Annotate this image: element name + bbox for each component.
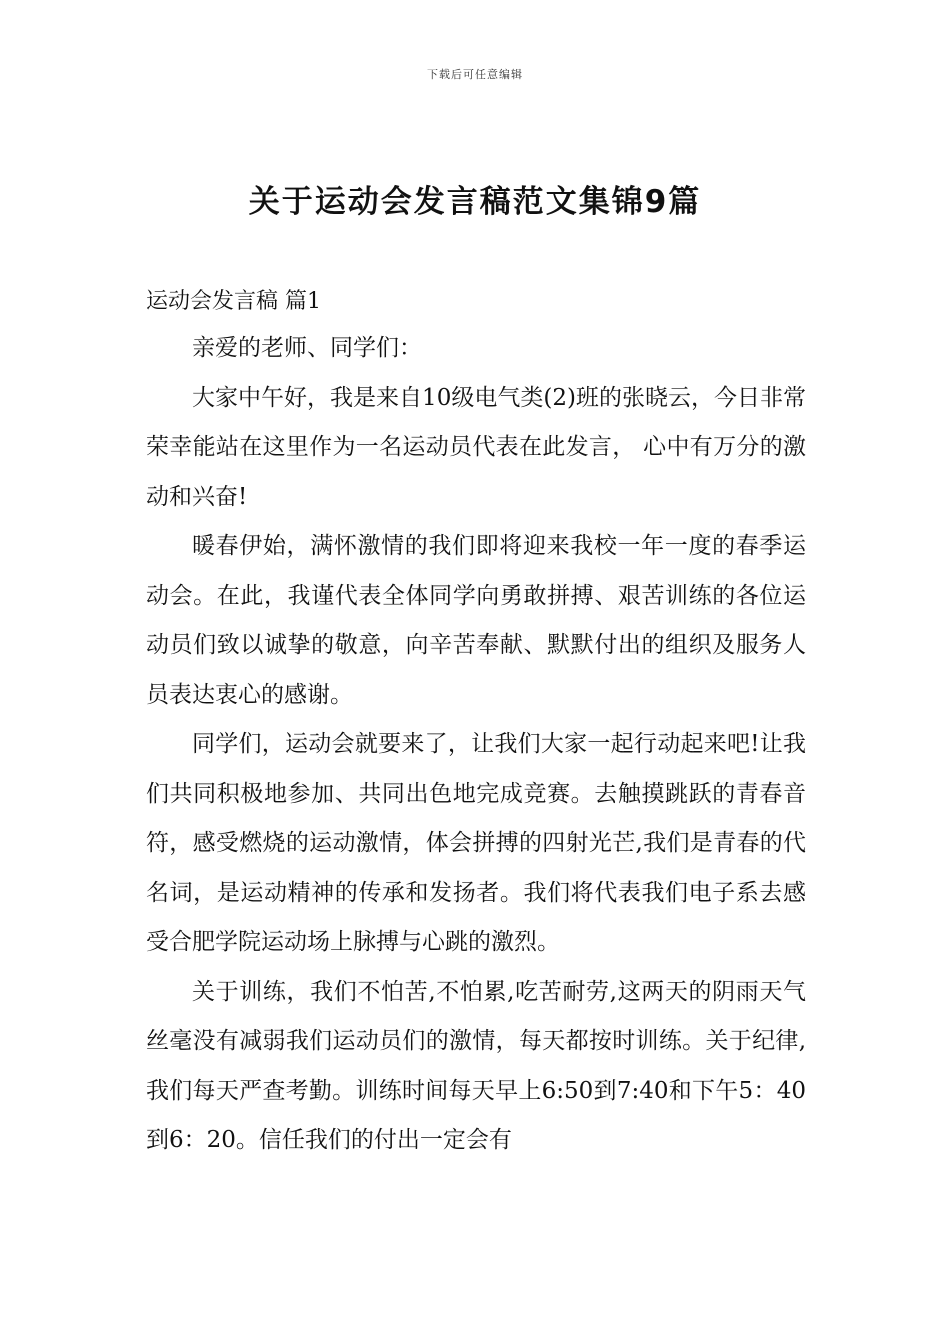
section-heading: 运动会发言稿 篇1	[146, 289, 321, 314]
paragraph: 大家中午好，我是来自10级电气类(2)班的张晓云，今日非常荣幸能站在这里作为一名运动员代表在此发言， 心中有万分的激动和兴奋!	[146, 384, 806, 510]
paragraph: 暖春伊始，满怀激情的我们即将迎来我校一年一度的春季运动会。在此，我谨代表全体同学向勇敢拼搏、艰苦训练的各位运动员们致以诚挚的敬意，向辛苦奉献、默默付出的组织及服务人员表达衷心的感谢。	[146, 533, 806, 708]
document-body	[146, 324, 806, 1166]
document-title: 关于运动会发言稿范文集锦9篇	[248, 184, 702, 220]
paragraph: 关于训练，我们不怕苦,不怕累,吃苦耐劳,这两天的阴雨天气丝毫没有减弱我们运动员们的激情，每天都按时训练。关于纪律,我们每天严查考勤。训练时间每天早上6:50到7:40和下午5：40到6：20。信任我们的付出一定会有	[146, 978, 806, 1153]
paragraph: 同学们，运动会就要来了，让我们大家一起行动起来吧!让我们共同积极地参加、共同出色地完成竞赛。去触摸跳跃的青春音符，感受燃烧的运动激情，体会拼搏的四射光芒,我们是青春的代名词，是运动精神的传承和发扬者。我们将代表我们电子系去感受合肥学院运动场上脉搏与心跳的激烈。	[146, 731, 806, 955]
header-note: 下载后可任意编辑	[427, 68, 523, 81]
paragraph-greeting: 亲爱的老师、同学们：	[192, 335, 422, 361]
